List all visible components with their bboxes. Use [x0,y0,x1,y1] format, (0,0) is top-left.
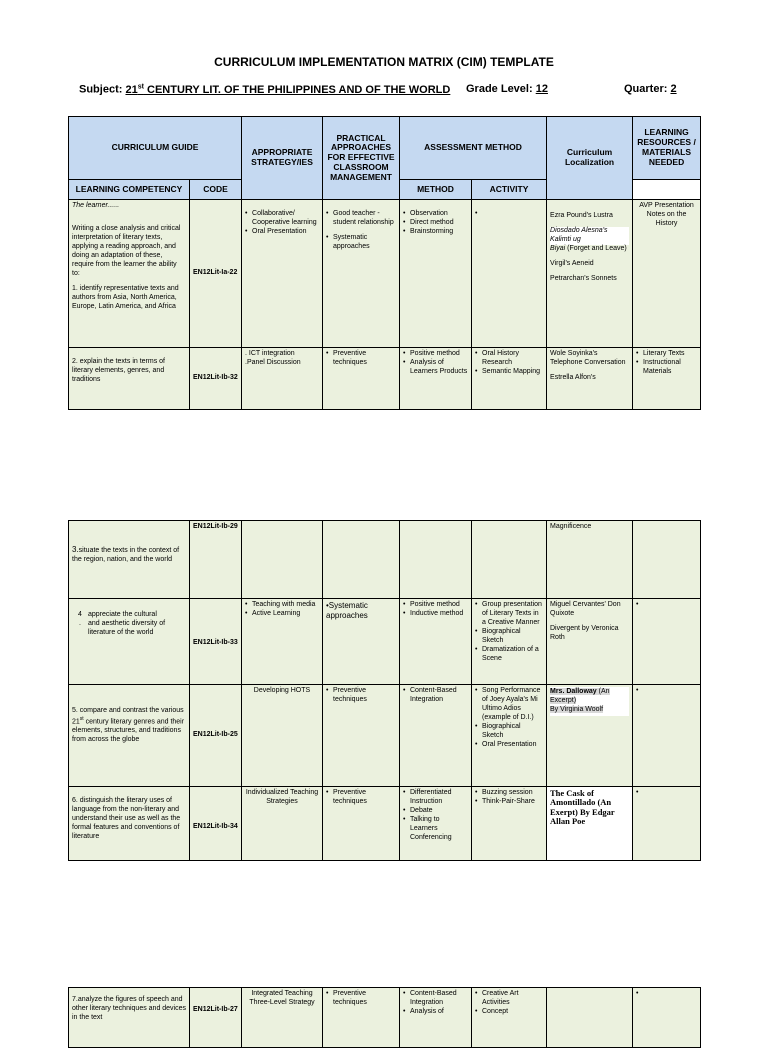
list-item: • Direct method [410,219,468,228]
code-cell: EN12Lit-Ib-32 [190,348,242,410]
strategies-cell [242,200,323,348]
header-code: CODE [190,180,242,200]
list-item: • Biographical Sketch [482,723,543,741]
activity-cell [472,348,547,410]
practical-cell [323,348,400,410]
strategies-cell [242,521,323,599]
localization-cell: Mrs. Dalloway (An Excerpt) By Virginia Woolf [547,685,633,787]
practical-cell [323,521,400,599]
practical-cell [323,787,400,861]
list-item: • Brainstorming [410,228,468,237]
method-cell [400,521,472,599]
practical-cell [323,685,400,787]
competency-item: 1. identify representative texts and authors from Asia, North America, Europe, Latin America, and Africa [72,284,179,310]
localization-cell [547,988,633,1048]
list-item: • Preventive techniques [333,990,396,1008]
list-item: • Oral History Research [482,350,543,368]
list-item: • Think-Pair-Share [482,798,543,807]
header-curriculum-localization: Curriculum Localization [547,117,633,200]
list-item: • Observation [410,210,468,219]
list-item: • Preventive techniques [333,687,396,705]
localization-cell: Magnificence [547,521,633,599]
list-item: • Talking to Learners Conferencing [410,816,468,843]
localization-cell: The Cask of Amontillado (An Exerpt) By Edgar Allan Poe [547,787,633,861]
method-cell [400,787,472,861]
competency-cell: 5. compare and contrast the various 21st century literary genres and their elements, structures, and traditions from across the globe [69,685,190,787]
matrix-table-1 [68,116,701,410]
resources-cell [633,521,701,599]
strategies-cell: . ICT integration .Panel Discussion [242,348,323,410]
document-title: CURRICULUM IMPLEMENTATION MATRIX (CIM) TEMPLATE [214,55,554,69]
localization-cell: Wole Soyinka's Telephone Conversation Estrella Alfon's [547,348,633,410]
list-item: • Analysis of [410,1008,468,1017]
list-item: • Literary Texts [643,350,697,359]
list-item: • Instructional Materials [643,359,697,377]
list-item: • Positive method [410,601,468,610]
header-practical-approaches: PRACTICAL APPROACHES FOR EFFECTIVE CLASSROOM MANAGEMENT [323,117,400,200]
list-item: • Oral Presentation [482,741,543,750]
table-row [69,685,701,787]
list-item: • Teaching with media [252,601,319,610]
list-item: • Buzzing session [482,789,543,798]
competency-text: Writing a close analysis and critical interpretation of literary texts, applying a reading approach, and doing an adaptation of these, require from the learner the ability to: [72,224,181,277]
method-cell [400,200,472,348]
practical-cell: •Systematic approaches [323,599,400,685]
header-blank-cell [633,180,701,200]
method-cell [400,988,472,1048]
activity-cell [472,685,547,787]
list-item: • Creative Art Activities [482,990,543,1008]
strategies-cell [242,599,323,685]
method-cell [400,685,472,787]
resources-cell [633,685,701,787]
table-row [69,787,701,861]
activity-cell [472,787,547,861]
code-cell: EN12Lit-Ib-33 [190,599,242,685]
list-item: • Differentiated Instruction [410,789,468,807]
quarter-line [624,83,677,95]
strategies-cell: Developing HOTS [242,685,323,787]
method-cell [400,599,472,685]
competency-cell [69,200,190,348]
list-item: • Preventive techniques [333,789,396,807]
subject-line [79,83,450,96]
list-item: • Oral Presentation [252,228,319,237]
activity-cell [472,599,547,685]
code-cell: EN12Lit-Ib-34 [190,787,242,861]
code-cell: EN12Lit-Ib-27 [190,988,242,1048]
matrix-table-3 [68,987,701,1048]
list-item: • Preventive techniques [333,350,396,368]
header-method: METHOD [400,180,472,200]
localization-text: Virgil's Aeneid [550,259,594,267]
list-item: • Group presentation of Literary Texts in a Creative Manner [482,601,543,628]
localization-text: Ezra Pound's Lustra [550,212,613,219]
quarter-label: Quarter: [624,83,668,95]
activity-cell [472,988,547,1048]
header-assessment-method: ASSESSMENT METHOD [400,117,547,180]
competency-cell: 6. distinguish the literary uses of language from the non-literary and understand their use as well as the formal features and conventions of literature [69,787,190,861]
list-item: • Song Performance of Joey Ayala's Mi Ultimo Adios (example of D.I.) [482,687,543,723]
practical-cell [323,200,400,348]
list-item: • Semantic Mapping [482,368,543,377]
list-item: • Debate [410,807,468,816]
list-item: • Systematic approaches [333,234,396,252]
learner-intro: The learner...... [72,202,120,209]
subject-value: 21st CENTURY LIT. OF THE PHILIPPINES AND OF THE WORLD [125,83,451,96]
header-curriculum-guide: CURRICULUM GUIDE [69,117,242,180]
activity-cell [472,200,547,348]
activity-cell [472,521,547,599]
header-strategies: APPROPRIATE STRATEGY/IES [242,117,323,200]
resources-cell [633,599,701,685]
resources-cell [633,988,701,1048]
list-item: • Concept [482,1008,543,1017]
list-item: • Positive method [410,350,468,359]
list-item: • Good teacher - student relationship [333,210,396,228]
grade-label: Grade Level: [466,83,533,95]
grade-line [466,83,548,95]
competency-cell: 4 . appreciate the cultural and aesthetic diversity of literature of the world [69,599,190,685]
list-item: • Collaborative/ Cooperative learning [252,210,319,228]
list-item: • Analysis of Learners Products [410,359,468,377]
list-item: • Content-Based Integration [410,990,468,1008]
list-item: • Dramatization of a Scene [482,646,543,664]
localization-text: Diosdado Alesna's Kalimti ug [550,227,629,245]
competency-cell: 3.situate the texts in the context of the region, nation, and the world [69,521,190,599]
subject-label: Subject: [79,83,123,96]
localization-cell: Ezra Pound's Lustra Diosdado Alesna's Kalimti ug Biyai (Forget and Leave) Virgil's Aeneid Petrarchan's Sonnets [547,200,633,348]
table-row [69,599,701,685]
quarter-value: 2 [670,83,677,95]
localization-cell: Miguel Cervantes' Don Quixote Divergent by Veronica Roth [547,599,633,685]
code-cell: EN12Lit-Ib-25 [190,685,242,787]
competency-cell: 7.analyze the figures of speech and other literary techniques and devices in the text [69,988,190,1048]
table-row [69,348,701,410]
list-item: • Biographical Sketch [482,628,543,646]
strategies-cell: Individualized Teaching Strategies [242,787,323,861]
table-row [69,200,701,348]
code-cell: EN12Lit-Ib-29 [190,521,242,599]
header-activity: ACTIVITY [472,180,547,200]
resources-cell [633,787,701,861]
table-row [69,521,701,599]
method-cell [400,348,472,410]
header-learning-competency: LEARNING COMPETENCY [69,180,190,200]
competency-cell: 2. explain the texts in terms of literary elements, genres, and traditions [69,348,190,410]
practical-cell [323,988,400,1048]
matrix-table-2 [68,520,701,861]
list-item: • Content-Based Integration [410,687,468,705]
grade-value: 12 [535,83,548,95]
table-row [69,988,701,1048]
resources-cell [633,348,701,410]
list-item: • Inductive method [410,610,468,619]
localization-text: Petrarchan's Sonnets [550,274,617,282]
resources-cell: AVP Presentation Notes on the History [633,200,701,348]
code-cell: EN12Lit-Ia-22 [190,200,242,348]
list-item: • Active Learning [252,610,319,619]
header-learning-resources: LEARNING RESOURCES / MATERIALS NEEDED [633,117,701,180]
strategies-cell: Integrated Teaching Three-Level Strategy [242,988,323,1048]
